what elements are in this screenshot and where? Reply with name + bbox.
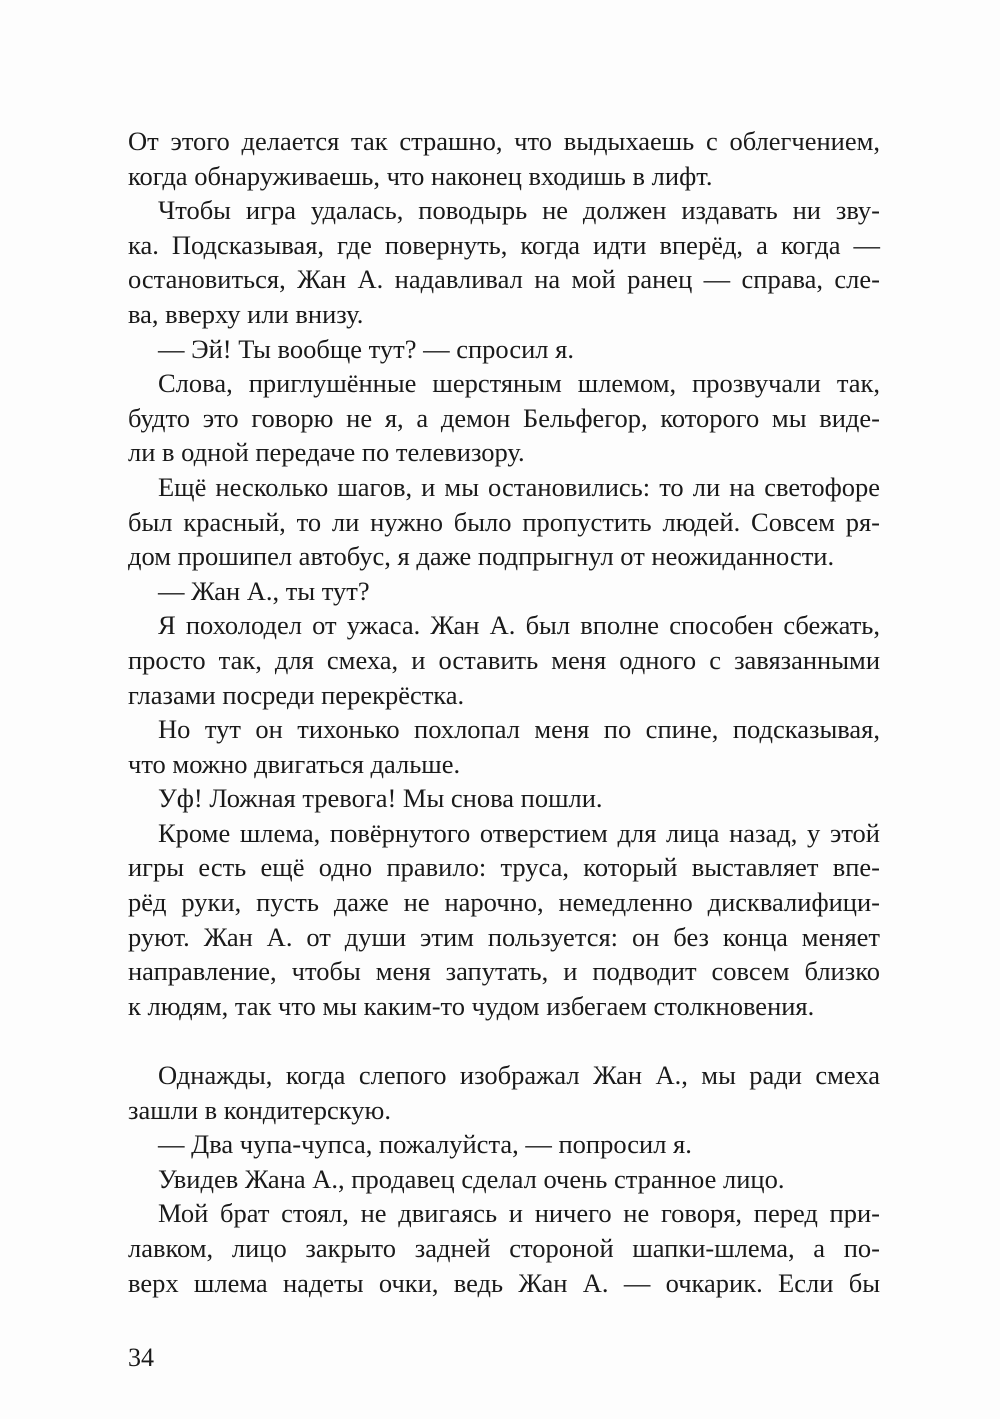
text-line: остановиться, Жан А. надавливал на мой ранец — справа, сле- [128,264,880,295]
text-line: верх шлема надеты очки, ведь Жан А. — очкарик. Если бы [128,1267,880,1298]
text-line: когда обнаруживаешь, что наконец входишь в лифт. [128,160,713,191]
body-text [128,124,880,1300]
text-line: Я похолодел от ужаса. Жан А. был вполне способен сбежать, [158,610,880,641]
text-line: был красный, то ли нужно было пропустить людей. Совсем ря- [128,506,880,537]
text-line: будто это говорю не я, а демон Бельфегор, которого мы виде- [128,402,880,433]
text-line: — Два чупа-чупса, пожалуйста, — попросил я. [158,1129,692,1160]
text-line: направление, чтобы меня запутать, и подводит совсем близко [128,956,880,987]
text-line: — Жан А., ты тут? [158,575,370,606]
text-line: рёд руки, пусть даже не нарочно, немедленно дисквалифици- [128,887,880,918]
text-line: Кроме шлема, повёрнутого отверстием для лица назад, у этой [158,817,880,848]
text-line: От этого делается так страшно, что выдыхаешь с облегчением, [128,126,880,156]
text-line: Мой брат стоял, не двигаясь и ничего не говоря, перед при- [158,1198,880,1229]
paragraph-gap [128,1023,880,1058]
text-line: игры есть ещё одно правило: труса, который выставляет впе- [128,852,880,883]
page-number: 34 [128,1343,154,1372]
text-line: — Эй! Ты вообще тут? — спросил я. [158,333,574,364]
text-line: руют. Жан А. от души этим пользуется: он без конца меняет [128,921,880,952]
text-line: Чтобы игра удалась, поводырь не должен издавать ни зву- [158,195,880,226]
text-line: Слова, приглушённые шерстяным шлемом, прозвучали так, [158,368,880,399]
text-line: лавком, лицо закрыто задней стороной шапки-шлема, а по- [128,1233,880,1263]
text-line: Увидев Жана А., продавец сделал очень странное лицо. [158,1163,785,1194]
text-line: к людям, так что мы каким-то чудом избегаем столкновения. [128,990,815,1021]
text-line: Однажды, когда слепого изображал Жан А., мы ради смеха [158,1060,880,1091]
text-line: зашли в кондитерскую. [128,1094,391,1125]
text-line: Ещё несколько шагов, и мы остановились: то ли на светофоре [158,471,880,502]
text-line: ли в одной передаче по телевизору. [128,437,525,468]
text-line: дом прошипел автобус, я даже подпрыгнул от неожиданности. [128,541,835,572]
text-line: Но тут он тихонько похлопал меня по спине, подсказывая, [158,714,880,745]
text-line: ка. Подсказывая, где повернуть, когда идти вперёд, а когда — [128,229,880,260]
text-line: ва, вверху или внизу. [128,298,364,329]
text-line: Уф! Ложная тревога! Мы снова пошли. [158,783,603,814]
text-line: что можно двигаться дальше. [128,748,461,779]
text-line: просто так, для смеха, и оставить меня одного с завязанными [128,644,880,675]
text-line: глазами посреди перекрёстка. [128,679,465,710]
